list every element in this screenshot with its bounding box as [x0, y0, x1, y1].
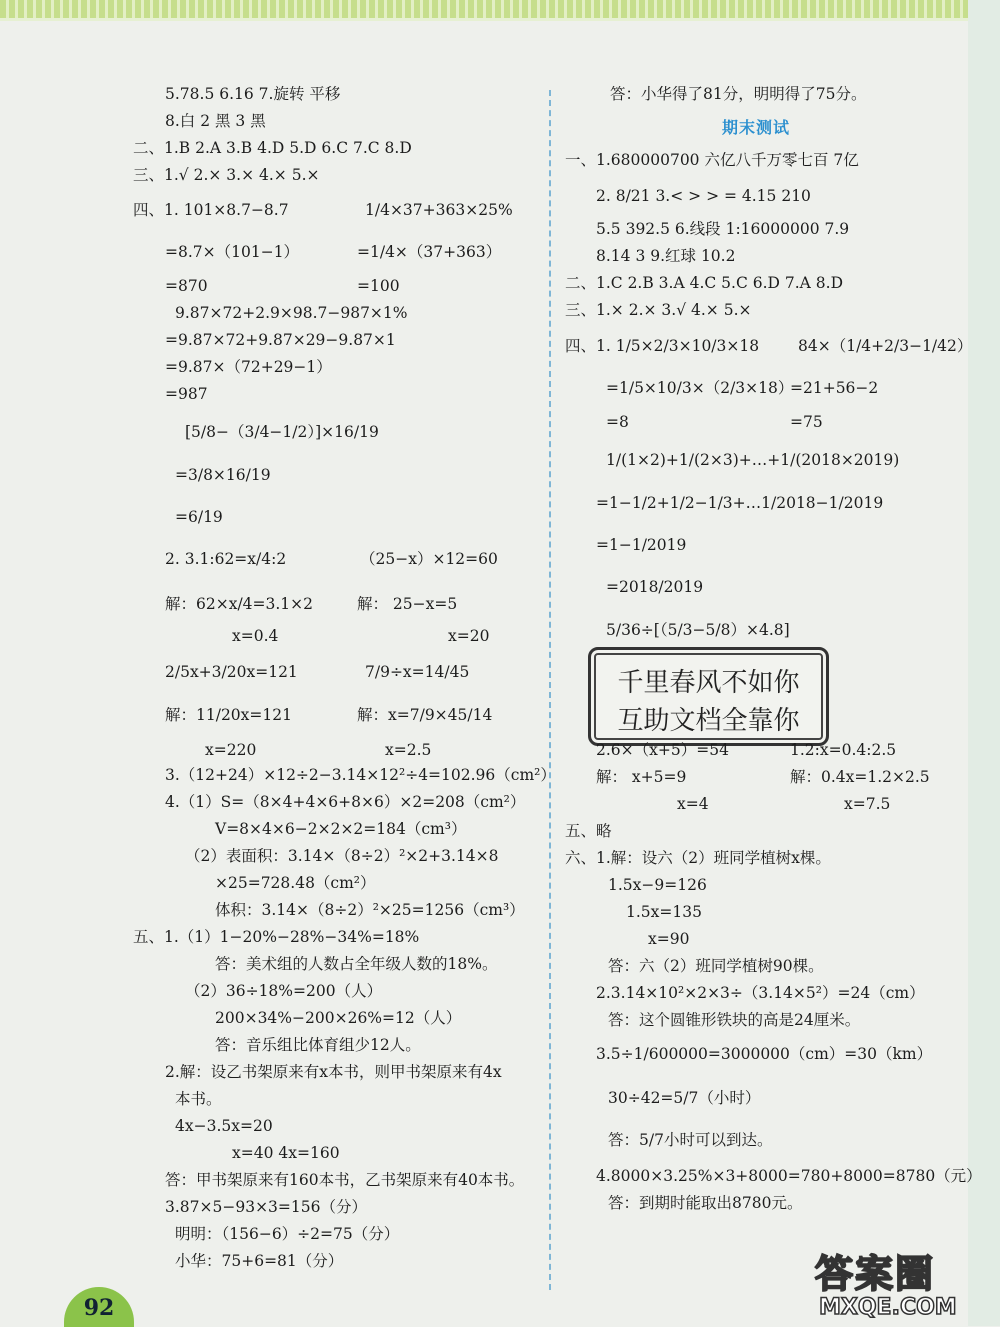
answer-line: V=8×4×6−2×2×2=184（cm³） [215, 820, 467, 838]
answer-line: 答：音乐组比体育组少12人。 [215, 1036, 421, 1054]
answer-line: =3/8×16/19 [175, 466, 271, 484]
answer-line: x=90 [648, 930, 690, 948]
answer-line: 3.（12+24）×12÷2−3.14×12²÷4=102.96（cm²） [165, 766, 556, 784]
watermark-logo [815, 1243, 965, 1325]
answer-line: x=7.5 [844, 795, 891, 813]
answer-line: 200×34%−200×26%=12（人） [215, 1009, 462, 1027]
answer-line: 5.5 392.5 6.线段 1:16000000 7.9 [596, 220, 850, 238]
answer-line: （25−x）×12=60 [360, 550, 498, 568]
answer-line: x=220 [205, 741, 257, 759]
answer-line: （2）36÷18%=200（人） [185, 982, 383, 1000]
answer-line: x=40 4x=160 [232, 1144, 340, 1162]
stamp-overlay [588, 647, 829, 746]
answer-line: =2018/2019 [606, 578, 704, 596]
answer-line: （2）表面积：3.14×（8÷2）²×2+3.14×8 [185, 847, 499, 865]
answer-line: 5/36÷[（5/3−5/8）×4.8] [606, 621, 790, 639]
answer-line: 答：六（2）班同学植树90棵。 [608, 957, 824, 975]
answer-line: 答：5/7小时可以到达。 [608, 1131, 773, 1149]
answer-line: 4.8000×3.25%×3+8000=780+8000=8780（元） [596, 1167, 982, 1185]
answer-line: 四、1. 101×8.7−8.7 [133, 201, 289, 219]
answer-line: 1.5x−9=126 [608, 876, 707, 894]
answer-line: 答：美术组的人数占全年级人数的18%。 [215, 955, 498, 973]
answer-line: 体积：3.14×（8÷2）²×25=1256（cm³） [215, 901, 525, 919]
answer-line: =870 [165, 277, 208, 295]
answer-line: x=0.4 [232, 627, 279, 645]
answer-line: 五、1.（1）1−20%−28%−34%=18% [133, 928, 420, 946]
answer-line: 本书。 [175, 1090, 222, 1108]
answer-line: 1.2:x=0.4:2.5 [790, 741, 897, 759]
stamp-line: 互助文档全靠你 [617, 706, 800, 736]
answer-line: 解：11/20x=121 [165, 706, 292, 724]
answer-line: 4x−3.5x=20 [175, 1117, 273, 1135]
answer-line: =1−1/2+1/2−1/3+…1/2018−1/2019 [596, 494, 884, 512]
answer-line: 8.白 2 黑 3 黑 [165, 112, 266, 130]
answer-line: 30÷42=5/7（小时） [608, 1089, 761, 1107]
answer-line: 1/(1×2)+1/(2×3)+…+1/(2018×2019) [606, 451, 900, 469]
answer-line: =1/5×10/3×（2/3×18） [606, 379, 794, 397]
answer-line: =21+56−2 [790, 379, 879, 397]
answer-line: =8.7×（101−1） [165, 243, 300, 261]
answer-line: 小华：75+6=81（分） [175, 1252, 344, 1270]
answer-line: 1/4×37+363×25% [365, 201, 513, 219]
column-divider [549, 90, 551, 1290]
answer-line: 9.87×72+2.9×98.7−987×1% [175, 304, 408, 322]
page-number-badge [64, 1287, 134, 1327]
page-number: 92 [83, 1295, 115, 1321]
answer-line: 5.78.5 6.16 7.旋转 平移 [165, 85, 341, 103]
section-title: 期末测试 [722, 118, 791, 137]
answer-line: 2. 3.1:62=x/4:2 [165, 550, 287, 568]
answer-line: 2.解：设乙书架原来有x本书，则甲书架原来有4x [165, 1063, 502, 1081]
answer-line: 二、1.C 2.B 3.A 4.C 5.C 6.D 7.A 8.D [565, 274, 844, 292]
answer-line: 3.87×5−93×3=156（分） [165, 1198, 367, 1216]
answer-line: 解： x+5=9 [596, 768, 687, 786]
answer-line: =987 [165, 385, 208, 403]
answer-line: =1/4×（37+363） [357, 243, 502, 261]
answer-line: 三、1.√ 2.× 3.× 4.× 5.× [133, 166, 320, 184]
answer-line: 四、1. 1/5×2/3×10/3×18 [565, 337, 760, 355]
answer-line: 解：x=7/9×45/14 [357, 706, 493, 724]
answer-line: 答：这个圆锥形铁块的高是24厘米。 [608, 1011, 861, 1029]
answer-line: 1.5x=135 [626, 903, 702, 921]
answer-line: [5/8−（3/4−1/2）]×16/19 [185, 423, 379, 441]
answer-line: x=20 [448, 627, 490, 645]
answer-line: 二、1.B 2.A 3.B 4.D 5.D 6.C 7.C 8.D [133, 139, 412, 157]
answer-line: 4.（1）S=（8×4+4×6+8×6）×2=208（cm²） [165, 793, 526, 811]
answer-line: 2. 8/21 3.< > > = 4.15 210 [596, 187, 811, 205]
answer-line: 三、1.× 2.× 3.√ 4.× 5.× [565, 301, 752, 319]
answer-line: 7/9÷x=14/45 [365, 663, 470, 681]
answer-line: 84×（1/4+2/3−1/42） [798, 337, 973, 355]
answer-line: 3.5÷1/600000=3000000（cm）=30（km） [596, 1045, 933, 1063]
answer-line: 一、1.680000700 六亿八千万零七百 7亿 [565, 151, 859, 169]
answer-line: x=4 [677, 795, 709, 813]
answer-line: =75 [790, 413, 823, 431]
watermark-url: MXQE.COM [819, 1295, 957, 1320]
answer-line: 2/5x+3/20x=121 [165, 663, 298, 681]
watermark-text: 答案圈 [815, 1252, 936, 1296]
answer-line: 答：到期时能取出8780元。 [608, 1194, 803, 1212]
answer-line: 2.6×（x+5）=54 [596, 741, 729, 759]
answer-line: =6/19 [175, 508, 223, 526]
answer-line: 解： 25−x=5 [357, 595, 458, 613]
answer-line: 五、略 [565, 822, 612, 840]
answer-line: 答：小华得了81分，明明得了75分。 [610, 85, 867, 103]
answer-line: =9.87×（72+29−1） [165, 358, 332, 376]
answer-line: =100 [357, 277, 400, 295]
answer-line: 答：甲书架原来有160本书，乙书架原来有40本书。 [165, 1171, 525, 1189]
top-decorative-band [0, 0, 1000, 21]
answer-line: 解：62×x/4=3.1×2 [165, 595, 314, 613]
answer-line: =9.87×72+9.87×29−9.87×1 [165, 331, 396, 349]
answer-line: x=2.5 [385, 741, 432, 759]
stamp-line: 千里春风不如你 [617, 668, 800, 698]
right-margin-band [968, 0, 1000, 1326]
answer-line: 六、1.解：设六（2）班同学植树x棵。 [565, 849, 831, 867]
answer-line: 解：0.4x=1.2×2.5 [790, 768, 930, 786]
answer-line: ×25=728.48（cm²） [215, 874, 376, 892]
answer-line: =1−1/2019 [596, 536, 687, 554]
answer-line: 2.3.14×10²×2×3÷（3.14×5²）=24（cm） [596, 984, 925, 1002]
answer-line: 8.14 3 9.红球 10.2 [596, 247, 736, 265]
answer-line: 明明：（156−6）÷2=75（分） [175, 1225, 400, 1243]
answer-line: =8 [606, 413, 629, 431]
